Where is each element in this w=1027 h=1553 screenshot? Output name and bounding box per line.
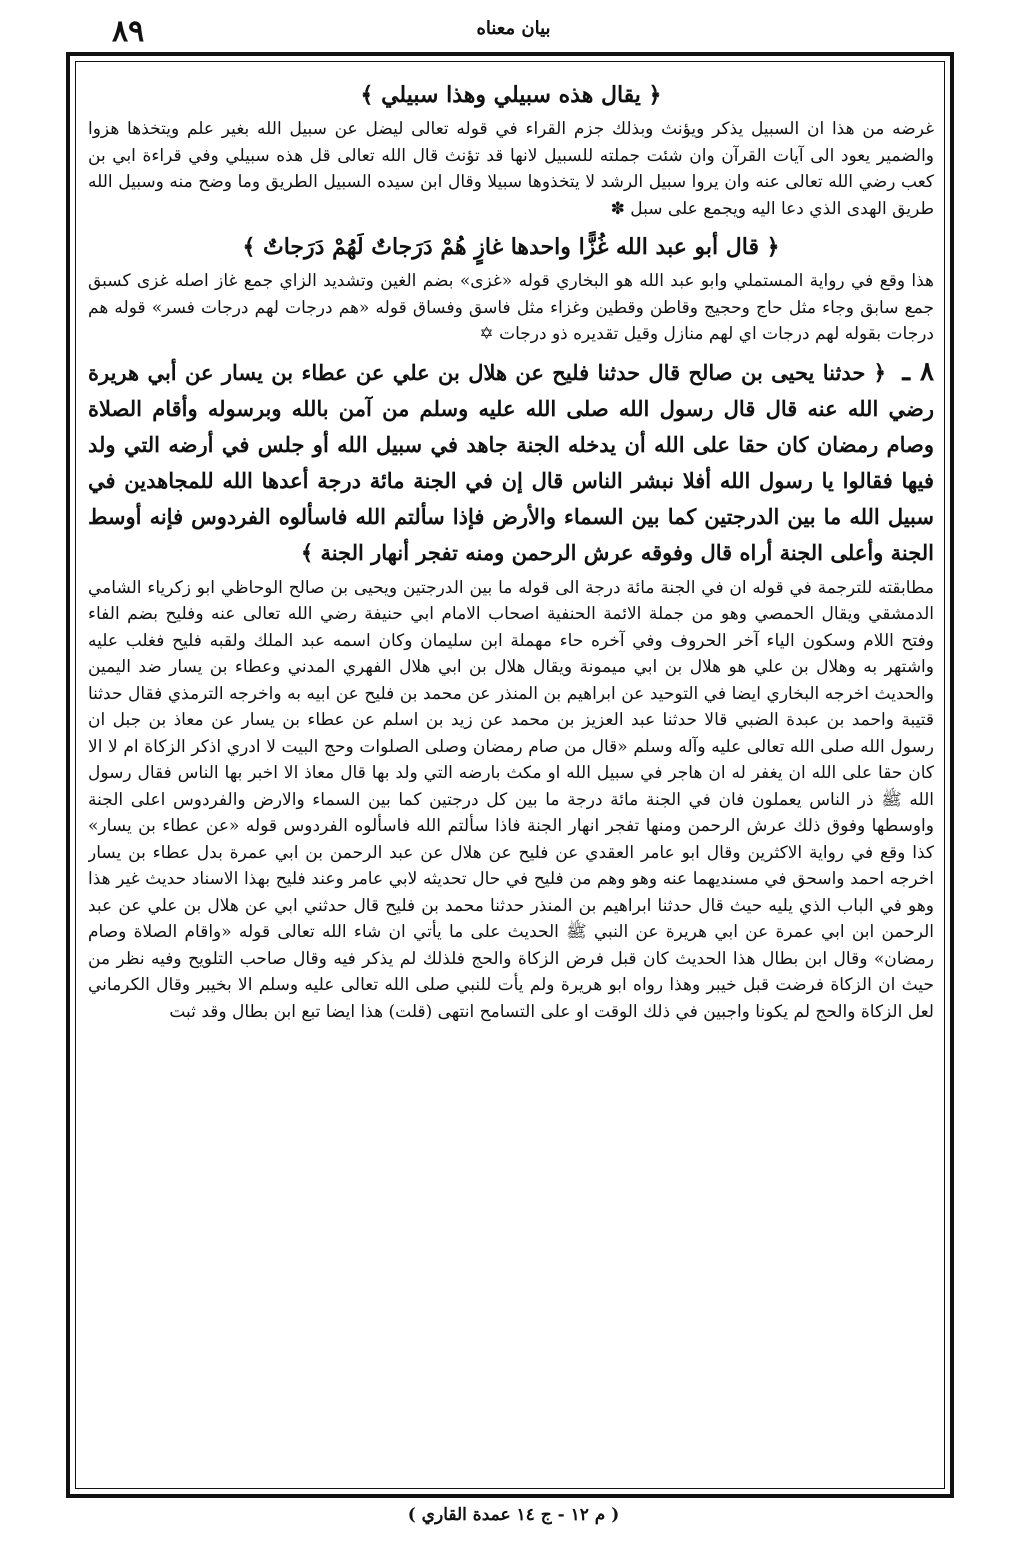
page-content: [88, 70, 934, 1480]
hadith-number: ٨ ـ: [902, 356, 934, 387]
hadith-text: ﴿ حدثنا يحيى بن صالح قال حدثنا فليح عن هلال بن علي عن عطاء بن يسار عن أبي هريرة رضي الله عنه قال قال رسول الله صلى الله عليه وسلم من آمن بالله وبرسوله وأقام الصلاة وصام رمضان كان حقا على الله أن يدخله الجنة جاهد في سبيل الله أو جلس في أرضه التي ولد فيها فقالوا يا رسول الله أفلا نبشر الناس قال إن في الجنة مائة درجة أعدها الله للمجاهدين في سبيل الله ما بين الدرجتين كما بين السماء والأرض فإذا سألتم الله فاسألوه الفردوس فإنه أوسط الجنة وأعلى الجنة أراه قال وفوقه عرش الرحمن ومنه تفجر أنهار الجنة ﴾: [88, 359, 934, 565]
commentary-paragraph-3: مطابقته للترجمة في قوله ان في الجنة مائة درجة الى قوله ما بين الدرجتين ويحيى بن صالح الوحاظي ابو زكرياء الشامي الدمشقي ويقال الحمصي وهو من جملة الائمة الحنفية اصحاب الامام ابي حنيفة رضي الله تعالى عنه وفليح بضم الفاء وفتح اللام وسكون الياء آخر الحروف وفي آخره حاء مهملة ابن سليمان وكان اسمه عبد الملك ولقبه فليح فغلب عليه واشتهر به وهلال بن علي هو هلال بن ابي ميمونة ويقال هلال بن ابي هلال الفهري المدني وعطاء بن يسار ضد اليمين والحديث اخرجه البخاري ايضا في التوحيد عن ابراهيم بن المنذر عن محمد بن فليح عن ابيه به واخرجه الترمذي فقال حدثنا قتيبة واحمد بن عبدة الضبي قالا حدثنا عبد العزيز بن محمد عن زيد بن اسلم عن عطاء بن يسار عن معاذ بن جبل ان رسول الله صلى الله تعالى عليه وآله وسلم «قال من صام رمضان وصلى الصلوات وحج البيت لا ادري اذكر الزكاة ام لا الا كان حقا على الله ان يغفر له ان هاجر في سبيل الله او مكث بارضه التي ولد بها قال معاذ الا اخبر بها الناس فقال رسول الله ﷺ ذر الناس يعملون فان في الجنة مائة درجة ما بين كل درجتين كما بين السماء والارض والفردوس اعلى الجنة واوسطها وفوق ذلك عرش الرحمن ومنها تفجر انهار الجنة فاذا سألتم الله فاسألوه الفردوس قوله «عن عطاء بن يسار» كذا وقع في رواية الاكثرين وقال ابو عامر العقدي عن فليح عن هلال عن عبد الرحمن بن ابي عمرة بدل عطاء بن يسار اخرجه احمد واسحق في مسنديهما عنه وهو وهم من فليح في حال تحديثه لابي عامر وعند فليح بهذا الاسناد حديث غير هذا وهو في الباب الذي يليه حيث قال حدثنا ابراهيم بن المنذر حدثنا محمد بن فليح قال حدثني ابي عن هلال بن علي عن عبد الرحمن ابن ابي عمرة عن ابي هريرة عن النبي ﷺ الحديث على ما يأتي ان شاء الله تعالى قوله «واقام الصلاة وصام رمضان» وقال ابن بطال هذا الحديث كان قبل فرض الزكاة والحج فلذلك لم يذكر فيه وقال صاحب التلويح وفيه نظر من حيث ان الزكاة فرضت قبل خيبر وهذا رواه ابو هريرة ولم يأت للنبي صلى الله تعالى عليه وسلم الا بخيبر وقال الكرماني لعل الزكاة والحج لم يكونا واجبين في ذلك الوقت او على التسامح انتهى (قلت) هذا ايضا تبع ابن بطال وقد ثبت: [88, 577, 934, 1022]
chapter-heading-2: ﴿ قال أبو عبد الله غُزًّا واحدها غازٍ هُمْ دَرَجاتٌ لَهُمْ دَرَجاتٌ ﴾: [242, 234, 780, 260]
chapter-heading-1: ﴿ يقال هذه سبيلي وهذا سبيلي ﴾: [360, 82, 662, 108]
page-footer: ( م ١٢ - ج ١٤ عمدة القاري ): [407, 1505, 620, 1525]
hadith-block: [88, 354, 934, 571]
commentary-paragraph-2: هذا وقع في رواية المستملي وابو عبد الله هو البخاري قوله «غزى» بضم الغين وتشديد الزاي جمع غاز اصله غزى كسبق جمع سابق وجاء مثل حاج وحجيج وقاطن وقطين وغزاء مثل فاسق وفساق قوله «هم درجات لهم درجات فسر» قوله هم درجات بقوله لهم درجات اي لهم منازل وقيل تقديره ذو درجات ✡: [88, 271, 934, 344]
page-number: ٨٩: [112, 14, 145, 49]
commentary-paragraph-1: غرضه من هذا ان السبيل يذكر ويؤنث وبذلك جزم القراء في قوله تعالى ليضل عن سبيل الله بغير علم ويتخذها هزوا والضمير يعود الى آيات القرآن وان شئت جملته للسبيل لانها قد تؤنث قال الله تعالى قل هذه سبيلي وفي قراءة ابي بن كعب رضي الله تعالى عنه وان يروا سبيل الرشد لا يتخذوها سبيلا وقال ابن سيده السبيل الطريق وما وضح منه وسبيل الله طريق الهدى الذي دعا اليه ويجمع على سبل ✽: [88, 119, 934, 219]
running-head: بيان معناه: [476, 18, 551, 39]
